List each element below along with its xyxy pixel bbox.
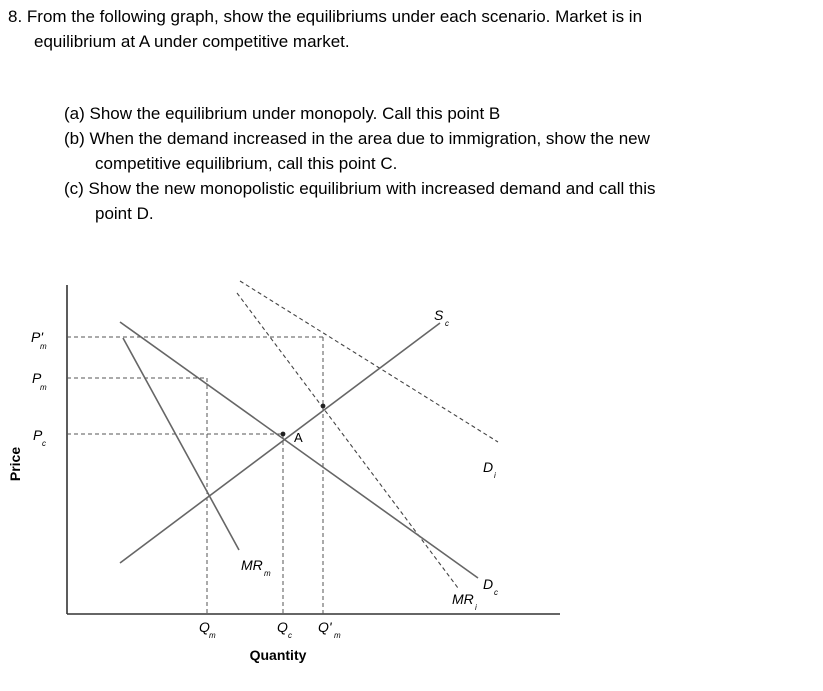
part-c-line-2: point D. xyxy=(95,204,154,223)
mri-label-sub: i xyxy=(475,603,477,612)
pm-label: P xyxy=(32,370,42,386)
part-b-line-1: (b) When the demand increased in the area due to immigration, show the new xyxy=(64,129,650,148)
qc-label: Q xyxy=(277,619,288,635)
sc-label-sub: c xyxy=(445,319,449,328)
di-label-sub: i xyxy=(494,471,496,480)
mrm-label: MR xyxy=(241,557,263,573)
point-a-label: A xyxy=(294,430,303,445)
x-axis-title: Quantity xyxy=(249,647,307,663)
curve-labels xyxy=(241,307,498,612)
qm-prime-label-sub: m xyxy=(334,631,341,640)
dc-label: D xyxy=(483,576,494,592)
supply-curve-sc xyxy=(120,323,440,563)
mri-label: MR xyxy=(452,591,474,607)
point-a-marker xyxy=(281,432,286,437)
part-a-line-1: (a) Show the equilibrium under monopoly. Call this point B xyxy=(64,104,501,123)
pc-label-sub: c xyxy=(42,439,46,448)
pm-prime-label-sub: m xyxy=(40,342,47,351)
demand-curve-di xyxy=(240,281,498,442)
point-di-sc-intersection xyxy=(321,404,326,409)
question-line-1: 8. From the following graph, show the equilibriums under each scenario. Market is in xyxy=(8,7,643,26)
demand-curve-dc xyxy=(120,322,478,578)
price-labels xyxy=(31,329,47,448)
qc-label-sub: c xyxy=(288,631,292,640)
pm-prime-label: P' xyxy=(31,329,44,345)
part-b-line-2: competitive equilibrium, call this point C. xyxy=(95,154,398,173)
sc-label: S xyxy=(434,307,444,323)
part-c-line-1: (c) Show the new monopolistic equilibrium with increased demand and call this xyxy=(64,179,656,198)
qm-prime-label: Q' xyxy=(318,619,332,635)
mrm-label-sub: m xyxy=(264,569,271,578)
di-label: D xyxy=(483,459,494,475)
quantity-labels xyxy=(199,619,341,640)
pc-label: P xyxy=(33,427,43,443)
qm-label: Q xyxy=(199,619,210,635)
qm-label-sub: m xyxy=(209,631,216,640)
pm-label-sub: m xyxy=(40,383,47,392)
y-axis-title: Price xyxy=(7,446,23,482)
dc-label-sub: c xyxy=(494,588,498,597)
question-line-2: equilibrium at A under competitive market. xyxy=(34,32,350,51)
